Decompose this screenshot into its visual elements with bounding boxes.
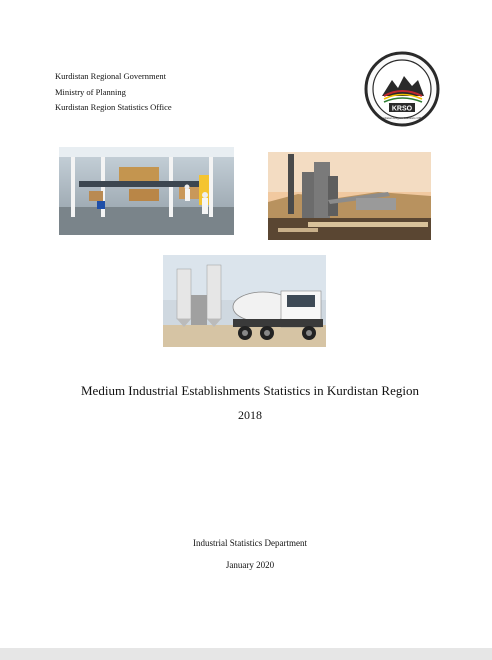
publication-date: January 2020 — [225, 560, 275, 570]
viewer-bottom-strip — [0, 648, 492, 660]
krso-logo — [360, 50, 444, 128]
department-name: Industrial Statistics Department — [193, 538, 307, 548]
report-title: Medium Industrial Establishments Statistics in Kurdistan Region — [81, 383, 419, 398]
ministry-name: Ministry of Planning — [55, 86, 126, 97]
logo-caption: Kurdistan Region Statistics Office — [379, 116, 425, 120]
issuer-block — [55, 69, 172, 116]
government-name: Kurdistan Regional Government — [55, 71, 166, 81]
office-name: Kurdistan Region Statistics Office — [55, 102, 172, 112]
factory-interior-photo — [59, 147, 234, 235]
cement-plant-photo — [268, 152, 431, 240]
report-year: 2018 — [238, 408, 262, 422]
concrete-mixer-truck-photo — [163, 255, 326, 347]
logo-abbrev: KRSO — [391, 105, 413, 113]
